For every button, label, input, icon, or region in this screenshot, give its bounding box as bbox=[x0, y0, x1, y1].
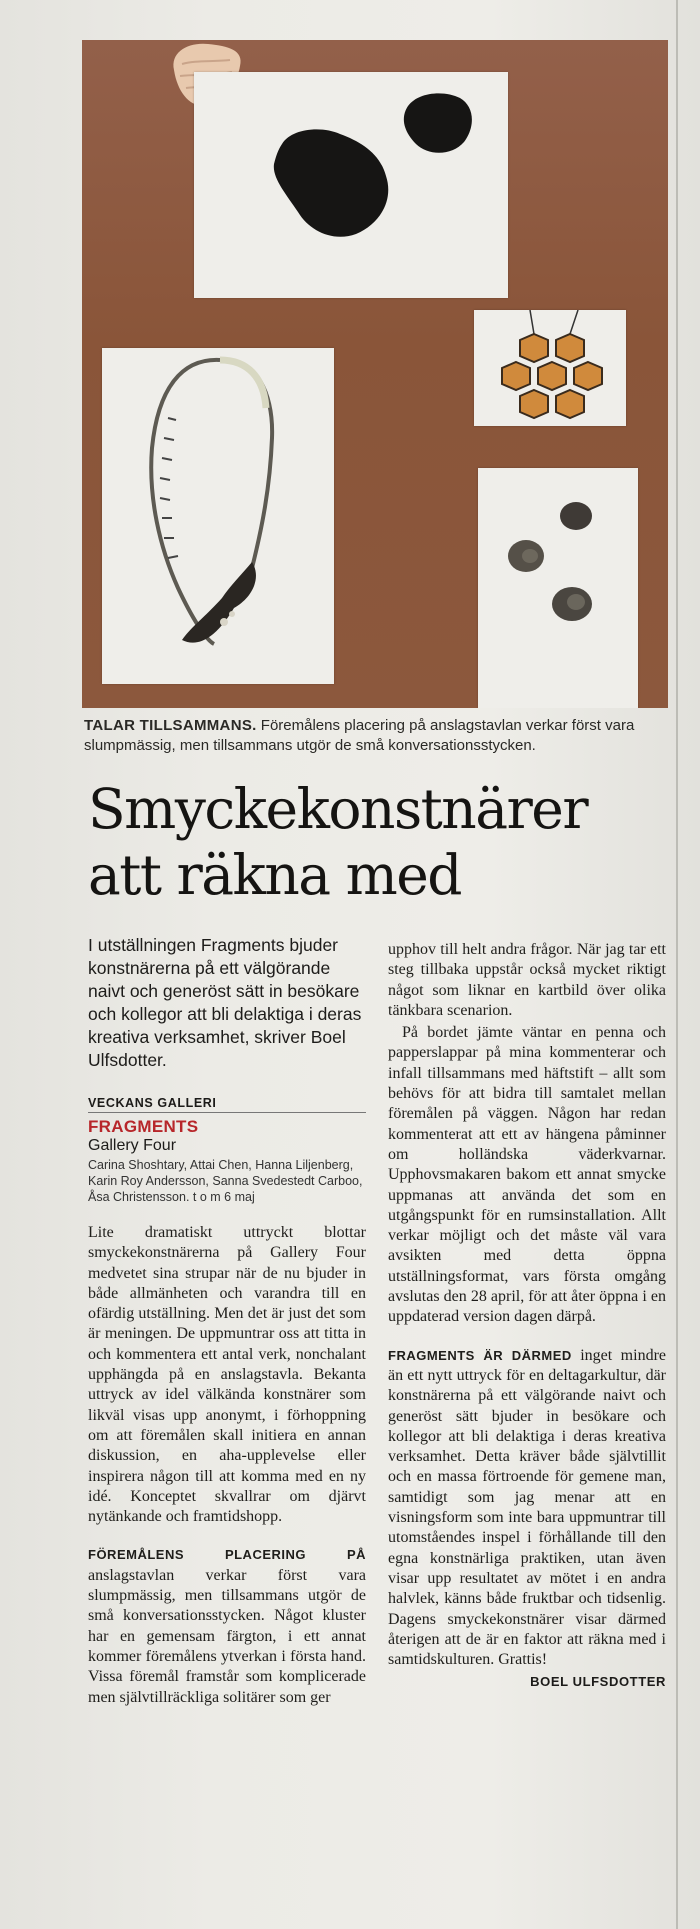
paragraph-1: Lite dramatiskt uttryckt blottar smyckekonstnärerna på Gallery Four medvetet sina strupar när de nu bjuder in både allmänheten och varandra till en ofärdig utställning. Men det är just det som är meningen. De uppmuntrar oss att titta in och kommentera ett antal verk, nonchalant upphängda på en anslagstavla. Bekanta uttryck av idel välkända konstnärer som likväl visas upp anonymt, i förhoppning om att föremålen skall initiera en annan diskussion, en aha-upplevelse eller inspirera någon till att komma med en ny idé. Konceptet skvallrar om djärvt nytänkande och framtidshopp. bbox=[88, 1224, 366, 1526]
necklace-icon bbox=[102, 348, 334, 684]
headline bbox=[88, 776, 678, 908]
factbox bbox=[88, 1096, 366, 1205]
factbox-kicker: VECKANS GALLERI bbox=[88, 1096, 366, 1113]
right-column bbox=[388, 940, 666, 1689]
artists-list: Carina Shoshtary, Attai Chen, Hanna Liljenberg, Karin Roy Andersson, Sanna Svedestedt Carboo, Åsa Christensson. t o m 6 maj bbox=[88, 1158, 363, 1204]
headline-line-2: att räkna med bbox=[88, 843, 461, 907]
paragraph-4: På bordet jämte väntar en penna och papperslappar på mina kommenterar och infall tillsammans med häftstift – allt som behövs för att bidra till samtalet mellan föremålen på väggen. Någon har redan kommenterat att ett av hängena påminner om holländska väderkvarnar. Upphovsmakaren bakom ett annat smycke uppmanas att använda det som en utgångspunkt för en rumsinstallation. Allt verkar möjligt och det måste väl vara avsikten med detta öppna utställningsformat, vars första omgång avslutas den 28 april, för att åter öppna i en uppdaterad version dagen därpå. bbox=[388, 1024, 666, 1326]
paragraph-2-text: anslagstavlan verkar först vara slumpmässig, men tillsammans utgör de små konversationsstycken. Något kluster har en gemensam färgton, i ett annat kommer föremålens ytverkan i första hand. Vissa föremål framstår som komplicerade men självtillräckliga solitärer som ger bbox=[88, 1566, 366, 1706]
page-fold-line bbox=[676, 0, 678, 1929]
paragraph-5-text: inget mindre än ett nytt uttryck för en deltagarkultur, där konstnärerna på ett välgörande naivt och generöst sätt bjuder in besökare och kollegor att bli delaktiga i deras kreativa verksamhet. Detta kräver både självtillit och en massa förtroende för gemene man, samtidigt som jag menar att en visningsform som inte bara uppmuntrar till utomståendes inspel i förhållande till den egna konstnärliga praktiken, utan även visar upp resultatet av mötet i en andra halvlek, känns både fruktbar och tidsenlig. Dagens smyckekonstnärer visar därmed återigen att de är en faktor att räkna med i samtidskulturen. Grattis! bbox=[388, 1346, 666, 1669]
paragraph-5 bbox=[388, 1346, 666, 1671]
card-black-pieces bbox=[194, 72, 508, 298]
stone-brooch-icon bbox=[478, 468, 638, 708]
gallery-name: Gallery Four bbox=[88, 1137, 177, 1154]
card-stone-brooches bbox=[478, 468, 638, 708]
byline: BOEL ULFSDOTTER bbox=[530, 1674, 666, 1690]
card-necklace bbox=[102, 348, 334, 684]
caption-lead: TALAR TILLSAMMANS. bbox=[84, 717, 257, 734]
ingress: I utställningen Fragments bjuder konstnärerna på ett välgörande naivt och generöst sätt in besökare och kollegor att bli delaktiga i deras kreativa verksamhet, skriver Boel Ulfsdotter. bbox=[88, 935, 362, 1070]
jewelry-board-photo bbox=[82, 40, 668, 708]
caption-text: Föremålens placering på anslagstavlan verkar först vara slumpmässig, men tillsammans utgör de små konversationsstycken. bbox=[84, 717, 635, 754]
paragraph-2 bbox=[88, 1545, 366, 1707]
paragraph-2-lead: FÖREMÅLENS PLACERING PÅ bbox=[88, 1547, 366, 1563]
photo-caption bbox=[84, 716, 674, 756]
exhibition-title: FRAGMENTS bbox=[88, 1117, 199, 1136]
paragraph-5-lead: FRAGMENTS ÄR DÄRMED bbox=[388, 1347, 572, 1363]
hexagon-pendant-icon bbox=[474, 310, 626, 426]
card-hexagon-pendant bbox=[474, 310, 626, 426]
paragraph-3: upphov till helt andra frågor. När jag tar ett steg tillbaka uppstår också mycket riktigt något som liknar en kartbild över olika tänkbara scenarion. bbox=[388, 941, 666, 1019]
left-column bbox=[88, 934, 366, 1708]
headline-line-1: Smyckekonstnärer bbox=[88, 777, 588, 841]
black-brooch-icon bbox=[194, 72, 508, 298]
